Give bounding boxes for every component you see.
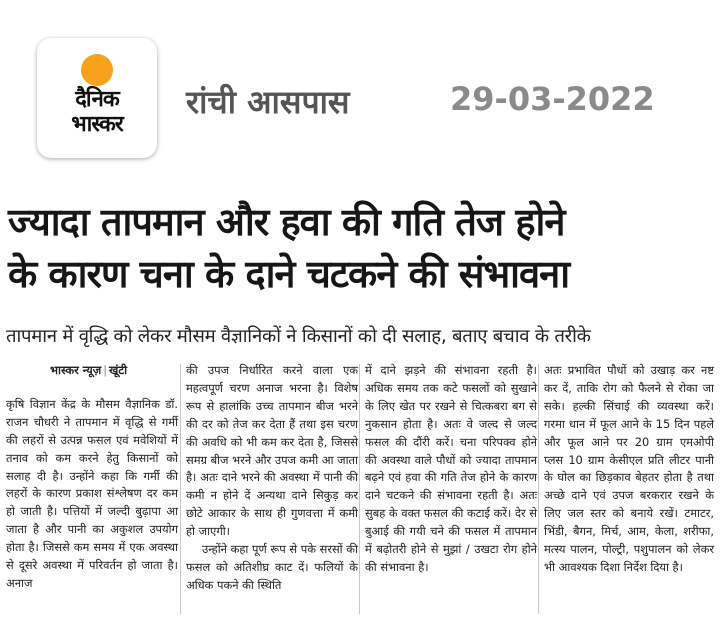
publication-date: 29-03-2022 (450, 80, 655, 118)
article-column-1 (6, 362, 178, 593)
edition-name: रांची आसपास (186, 83, 350, 121)
byline-separator: | (103, 363, 108, 377)
logo-text-line1: दैनिक (75, 87, 119, 112)
article-column-2 (186, 362, 358, 595)
byline (6, 362, 178, 380)
column-4-text: अतः प्रभावित पौधों को उखाड़ कर नष्ट कर दें, ताकि रोग को फैलने से रोका जा सके। हल्की सिंचाई की व्यवस्था करें। गरमा धान में फूल आने के 15 दिन पहले और फूल आने पर 20 ग्राम एमओपी प्लस 10 ग्राम केसीएल प्रति लीटर पानी के घोल का छिड़काव बेहतर होता है तथा अच्छे दाने एवं उपज बरकरार रखने के लिए जल स्तर को बनाये रखें। टमाटर, भिंडी, बैगन, मिर्च, आम, केला, शरीफा, मत्स्य पालन, पोल्ट्री, पशुपालन को लेकर भी आवश्यक दिशा निर्देश दिया है। (544, 363, 714, 574)
article-column-3 (365, 362, 537, 577)
column-1-text: कृषि विज्ञान केंद्र के मौसम वैज्ञानिक डॉ. राजन चौधरी ने तापमान में वृद्धि से गर्मी की लहरों से उत्पन्न फसल एवं मवेशियों में तनाव को कम करने हेतु किसानों को सलाह दी है। उन्होंने कहा कि गर्मी की लहरों के कारण प्रकाश संश्लेषण दर कम हो जाती है। पत्तियों में जल्दी बुढ़ापा आ जाता है और पानी का अकुशल उपयोग होता है। जिससे कम समय में एक अवस्था से दूसरे अवस्था में परिवर्तन हो जाता है। अनाज (6, 396, 178, 590)
subheadline: तापमान में वृद्धि को लेकर मौसम वैज्ञानिकों ने किसानों को दी सलाह, बताए बचाव के तरीके (6, 326, 591, 347)
column-2-text: की उपज निर्धारित करने वाला एक महत्वपूर्ण चरण अनाज भरना है। विशेष रूप से हालांकि उच्च तापमान बीज भरने की दर को तेज कर देता हैं तथा इस चरण की अवधि को भी कम कर देता है, जिससे समग्र बीज भरने और उपज कमी आ जाता है। अतः दाने भरने की अवस्था में पानी की कमी न होने दें अन्यथा दाने सिकुड़ कर छोटे आकार के साथ ही गुणवत्ता में कमी हो जाएगी। (186, 363, 358, 539)
sun-icon (81, 54, 113, 86)
byline-agency: भास्कर न्यूज़ (50, 363, 102, 377)
headline-line1: ज्यादा तापमान और हवा की गति तेज होने (8, 200, 565, 244)
byline-place: खूंटी (109, 363, 128, 377)
column-2-paragraph-2: उन्होंने कहा पूर्ण रूप से पके सरसों की फसल को अतिशीघ्र काट दें। फलियों के अधिक पकने की स्थिति (186, 542, 358, 592)
column-divider (538, 364, 539, 614)
headline (8, 196, 722, 300)
column-divider (180, 364, 181, 614)
dainik-bhaskar-logo (37, 38, 157, 158)
column-3-text: में दाने झड़ने की संभावना रहती है। अधिक समय तक कटे फसलों को सुखाने के लिए खेत पर रखने से चित्कबरा बग से नुकसान होता है। अतः वे जल्द से जल्द फसल की दौंरी करें। चना परिपक्व होने की अवस्था वाले पौधों को ज्यादा तापमान बढ़ने एवं हवा की गति तेज होने के कारण दाने चटकने की संभावना रहती है। अतः सुबह के वक्त फसल की कटाई करें। देर से बुआई की गयी चने की फसल में तापमान में बढ़ोतरी होने से मुझ़ां / उखटा रोग होने की संभावना है। (365, 363, 537, 574)
column-divider (359, 364, 360, 614)
logo-text-line2: भास्कर (71, 112, 123, 137)
headline-line2: के कारण चना के दाने चटकने की संभावना (8, 252, 570, 296)
article-column-4 (544, 362, 714, 577)
